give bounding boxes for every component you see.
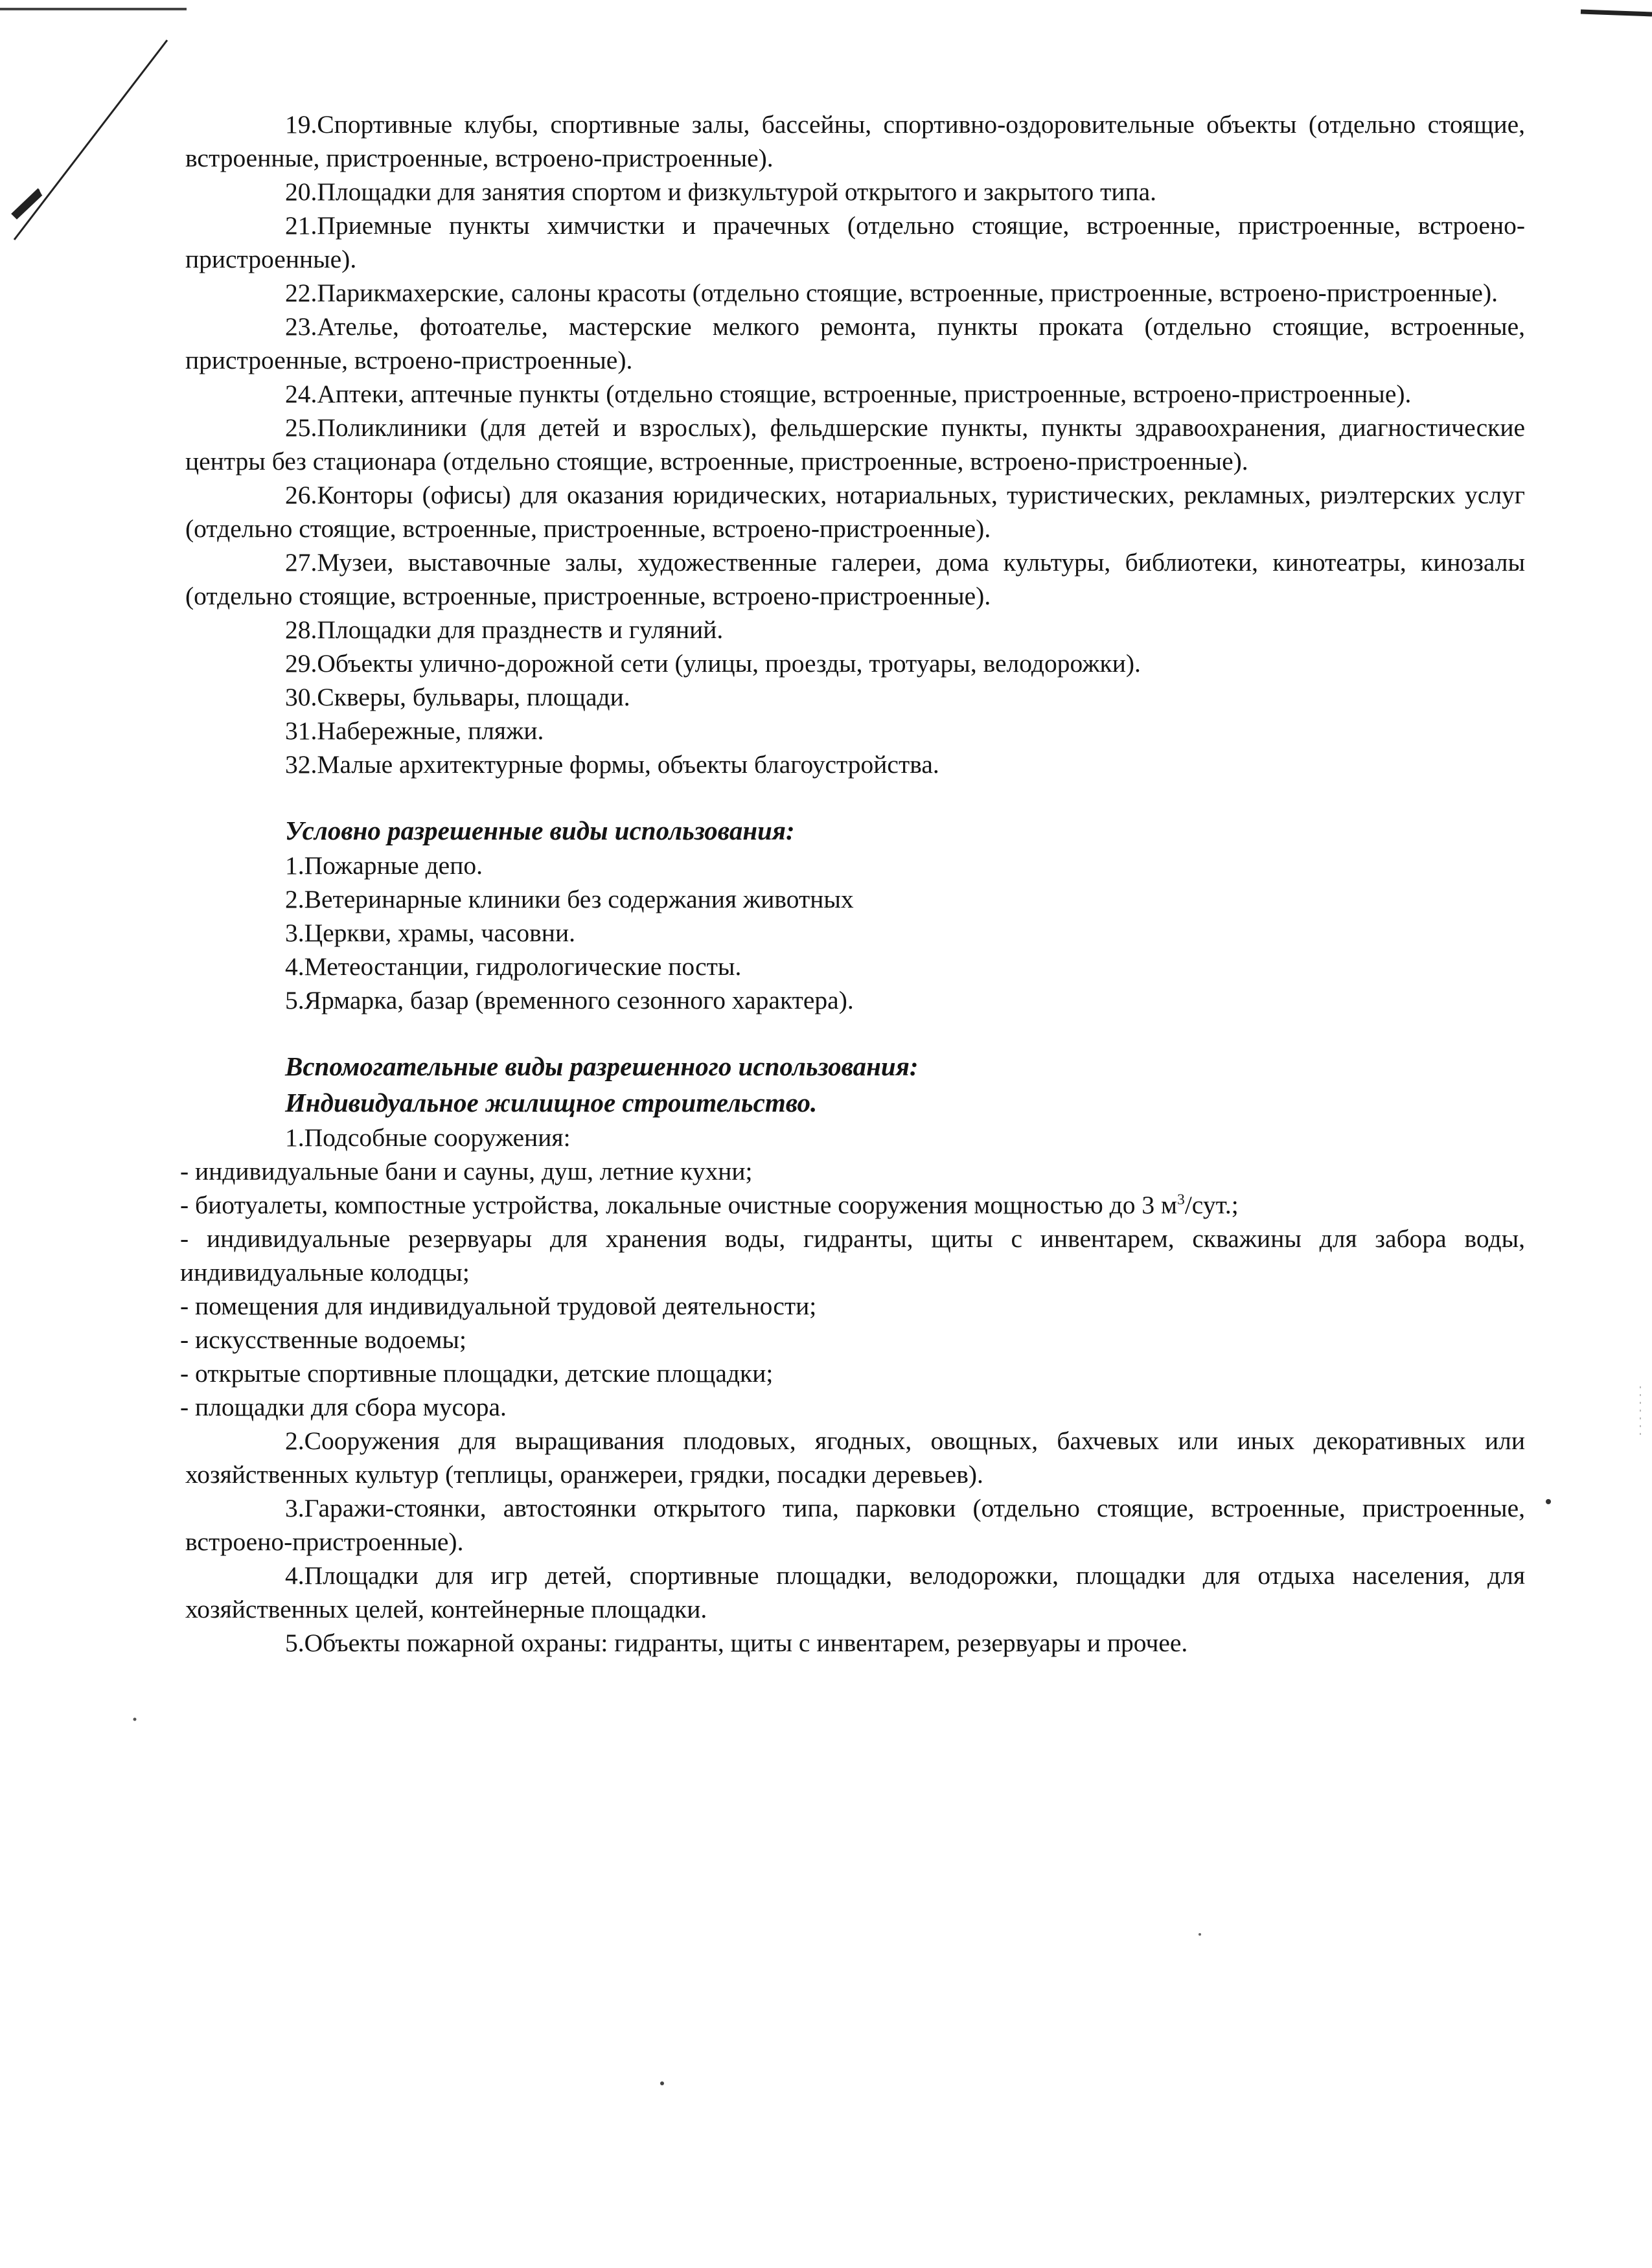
list-item: 31.Набережные, пляжи.	[285, 716, 544, 745]
list-item: 30.Скверы, бульвары, площади.	[285, 683, 630, 711]
list-item: 24.Аптеки, аптечные пункты (отдельно стоящие, встроенные, пристроенные, встроено-пристроенные).	[285, 380, 1412, 408]
list-item: 1.Подсобные сооружения:	[285, 1123, 571, 1152]
list-item: 21.Приемные пункты химчистки и прачечных (отдельно стоящие, встроенные, пристроенные, встроено-пристроенные).	[185, 211, 1525, 273]
speck	[1199, 1933, 1201, 1936]
bullet-item: - открытые спортивные площадки, детские площадки;	[180, 1359, 774, 1388]
bullet-item: - искусственные водоемы;	[180, 1325, 466, 1354]
bullet-item-tail: /сут.;	[1184, 1191, 1239, 1219]
list-item: 27.Музеи, выставочные залы, художественные галереи, дома культуры, библиотеки, кинотеатры, кинозалы (отдельно стоящие, встроенные, пристроенные, встроено-пристроенные).	[185, 548, 1525, 610]
bullet-item	[180, 1188, 1525, 1222]
list-item: 5.Ярмарка, базар (временного сезонного характера).	[285, 986, 854, 1014]
bullet-item: - индивидуальные бани и сауны, душ, летние кухни;	[180, 1157, 753, 1186]
list-item: 2.Ветеринарные клиники без содержания животных	[285, 885, 854, 913]
list-item: 19.Спортивные клубы, спортивные залы, бассейны, спортивно-оздоровительные объекты (отдельно стоящие, встроенные, пристроенные, встроено-пристроенные).	[185, 110, 1525, 172]
auxiliary-uses-subheading: Индивидуальное жилищное строительство.	[285, 1088, 818, 1117]
conditional-uses-heading: Условно разрешенные виды использования:	[285, 816, 795, 845]
bullet-item-text: - биотуалеты, компостные устройства, локальные очистные сооружения мощностью до 3 м	[180, 1191, 1177, 1219]
document-body	[180, 108, 1525, 1660]
permitted-uses-list	[185, 108, 1525, 781]
bullet-item: - индивидуальные резервуары для хранения воды, гидранты, щиты с инвентарем, скважины для забора воды, индивидуальные колодцы;	[180, 1224, 1525, 1287]
list-item: 28.Площадки для празднеств и гуляний.	[285, 615, 724, 644]
list-item: 32.Малые архитектурные формы, объекты благоустройства.	[285, 750, 939, 779]
list-item: 4.Площадки для игр детей, спортивные площадки, велодорожки, площадки для отдыха населения, для хозяйственных целей, контейнерные площадки.	[185, 1561, 1525, 1623]
list-item: 4.Метеостанции, гидрологические посты.	[285, 952, 742, 981]
list-item: 5.Объекты пожарной охраны: гидранты, щиты с инвентарем, резервуары и прочее.	[285, 1629, 1188, 1657]
pen-stroke-tail	[13, 189, 41, 218]
list-item: 23.Ателье, фотоателье, мастерские мелкого ремонта, пункты проката (отдельно стоящие, встроенные, пристроенные, встроено-пристроенные).	[185, 312, 1525, 374]
bullet-item: - площадки для сбора мусора.	[180, 1393, 507, 1421]
speck	[133, 1718, 137, 1721]
conditional-uses-list	[185, 849, 1525, 1017]
list-item: 1.Пожарные депо.	[285, 851, 483, 880]
list-item: 25.Поликлиники (для детей и взрослых), фельдшерские пункты, пункты здравоохранения, диагностические центры без стационара (отдельно стоящие, встроенные, пристроенные, встроено-пристроенные).	[185, 413, 1525, 475]
list-item: 20.Площадки для занятия спортом и физкультурой открытого и закрытого типа.	[285, 178, 1157, 206]
list-item: 26.Конторы (офисы) для оказания юридических, нотариальных, туристических, рекламных, риэлтерских услуг (отдельно стоящие, встроенные, пристроенные, встроено-пристроенные).	[185, 481, 1525, 543]
outbuildings-bullet-list	[180, 1154, 1525, 1424]
superscript: 3	[1176, 1191, 1185, 1208]
list-item: 3.Гаражи-стоянки, автостоянки открытого типа, парковки (отдельно стоящие, встроенные, пристроенные, встроено-пристроенные).	[185, 1494, 1525, 1556]
list-item: 22.Парикмахерские, салоны красоты (отдельно стоящие, встроенные, пристроенные, встроено-пристроенные).	[285, 279, 1498, 307]
list-item: 29.Объекты улично-дорожной сети (улицы, проезды, тротуары, велодорожки).	[285, 649, 1141, 678]
auxiliary-uses-heading: Вспомогательные виды разрешенного использования:	[285, 1051, 919, 1081]
pen-stroke	[14, 40, 167, 240]
bullet-item: - помещения для индивидуальной трудовой деятельности;	[180, 1292, 817, 1320]
top-right-edge-mark	[1581, 12, 1652, 14]
list-item: 3.Церкви, храмы, часовни.	[285, 919, 575, 947]
speck	[660, 2081, 664, 2085]
list-item: 2.Сооружения для выращивания плодовых, ягодных, овощных, бахчевых или иных декоративных или хозяйственных культур (теплицы, оранжереи, грядки, посадки деревьев).	[185, 1426, 1525, 1489]
speck	[1546, 1499, 1551, 1504]
